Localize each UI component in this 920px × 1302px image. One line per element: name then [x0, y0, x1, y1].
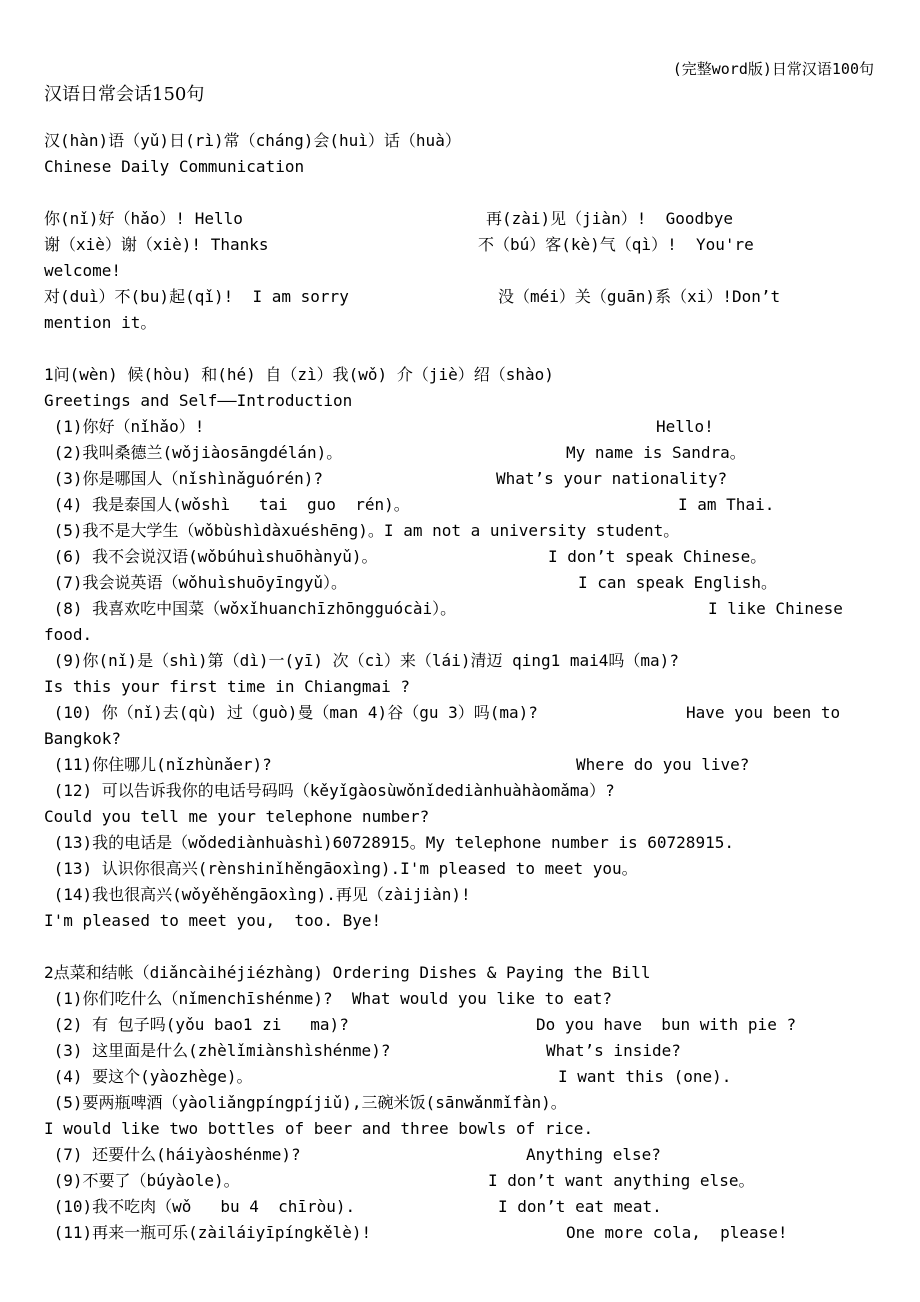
phrase-translation: I don’t eat meat.	[498, 1197, 662, 1216]
phrase-line: (1)你好（nǐhǎo）!	[44, 417, 205, 436]
phrase-line: Bangkok?	[44, 729, 122, 748]
phrase-line: Could you tell me your telephone number?	[44, 807, 430, 826]
basic-phrase-response: 不（bú）客(kè)气（qì）! You're	[478, 235, 754, 254]
section-heading: 1问(wèn) 候(hòu) 和(hé) 自（zì）我(wǒ) 介（jiè）绍（shào)	[44, 365, 554, 384]
phrase-line: (7)我会说英语（wǒhuìshuōyīngyǔ）。	[44, 573, 348, 592]
section-heading-english: Greetings and Self——Introduction	[44, 391, 353, 410]
phrase-line: (4) 我是泰国人(wǒshì tai guo rén)。	[44, 495, 410, 514]
phrase-translation: I can speak English。	[578, 573, 778, 592]
phrase-translation: Hello!	[656, 417, 714, 436]
phrase-line: I would like two bottles of beer and three bowls of rice.	[44, 1119, 594, 1138]
phrase-line: (2)我叫桑德兰(wǒjiàosāngdélán)。	[44, 443, 343, 462]
phrase-translation: What’s your nationality?	[496, 469, 728, 488]
basic-phrase: 对(duì）不(bu)起(qǐ)! I am sorry	[44, 287, 349, 306]
subtitle-english: Chinese Daily Communication	[44, 157, 305, 176]
phrase-line: (11)再来一瓶可乐(zàiláiyīpíngkělè)!	[44, 1223, 372, 1242]
phrase-line: food.	[44, 625, 93, 644]
phrase-line: I'm pleased to meet you, too. Bye!	[44, 911, 382, 930]
phrase-line: Is this your first time in Chiangmai ?	[44, 677, 411, 696]
phrase-line: (12) 可以告诉我你的电话号码吗（kěyǐgàosùwǒnǐdediànhuàhàomǎma）?	[44, 781, 615, 800]
phrase-translation: My name is Sandra。	[566, 443, 746, 462]
subtitle-chinese: 汉(hàn)语（yǔ)日(rì)常（cháng)会(huì）话（huà）	[44, 131, 461, 150]
basic-phrase: mention it。	[44, 313, 157, 332]
section-heading: 2点菜和结帐（diǎncàihéjiézhàng) Ordering Dishes & Paying the Bill	[44, 963, 651, 982]
phrase-line: (10) 你（nǐ)去(qù) 过（guò)曼（man 4)谷（gu 3）吗(ma)?	[44, 703, 538, 722]
phrase-line: (7) 还要什么(háiyàoshénme)?	[44, 1145, 301, 1164]
phrase-line: (9)不要了（búyàole)。	[44, 1171, 240, 1190]
phrase-line: (6) 我不会说汉语(wǒbúhuìshuōhànyǔ)。	[44, 547, 378, 566]
basic-phrase-response: 没（méi）关（guān)系（xi）!Don’t	[498, 287, 781, 306]
phrase-translation: Do you have bun with pie ?	[536, 1015, 797, 1034]
basic-phrase-response: 再(zài)见（jiàn）! Goodbye	[486, 209, 734, 228]
phrase-line: (4) 要这个(yàozhège)。	[44, 1067, 253, 1086]
phrase-line: (13)我的电话是（wǒdediànhuàshì)60728915。My telephone number is 60728915.	[44, 833, 734, 852]
phrase-line: (14)我也很高兴(wǒyěhěngāoxìng).再见（zàijiàn)!	[44, 885, 471, 904]
phrase-line: (5)要两瓶啤酒（yàoliǎngpíngpíjiǔ),三碗米饭(sānwǎnmǐfàn)。	[44, 1093, 567, 1112]
phrase-line: (11)你住哪儿(nǐzhùnǎer)?	[44, 755, 272, 774]
document-title: 汉语日常会话150句	[44, 84, 205, 105]
phrase-line: (8) 我喜欢吃中国菜（wǒxǐhuanchīzhōngguócài）。	[44, 599, 457, 618]
phrase-line: (3)你是哪国人（nǐshìnǎguórén)?	[44, 469, 324, 488]
phrase-line: (10)我不吃肉（wǒ bu 4 chīròu).	[44, 1197, 356, 1216]
phrase-line: (2) 有 包子吗(yǒu bao1 zi ma)?	[44, 1015, 349, 1034]
basic-phrase: 你(nǐ)好（hǎo）! Hello	[44, 209, 243, 228]
phrase-translation: I like Chinese	[708, 599, 843, 618]
phrase-translation: One more cola, please!	[566, 1223, 788, 1242]
basic-phrase: 谢（xiè）谢（xiè)! Thanks	[44, 235, 269, 254]
basic-phrase: welcome!	[44, 261, 122, 280]
phrase-line: (5)我不是大学生（wǒbùshìdàxuéshēng)。I am not a university student。	[44, 521, 680, 540]
phrase-translation: I am Thai.	[678, 495, 775, 514]
phrase-translation: I want this (one).	[558, 1067, 732, 1086]
phrase-line: (9)你(nǐ)是（shì)第（dì)一(yī) 次（cì）来（lái)清迈 qing1 mai4吗（ma)?	[44, 651, 679, 670]
phrase-translation: I don’t want anything else。	[488, 1171, 755, 1190]
phrase-translation: Have you been to	[686, 703, 841, 722]
phrase-translation: Where do you live?	[576, 755, 750, 774]
phrase-translation: What’s inside?	[546, 1041, 681, 1060]
phrase-line: (3) 这里面是什么(zhèlǐmiànshìshénme)?	[44, 1041, 391, 1060]
phrase-translation: Anything else?	[526, 1145, 661, 1164]
phrase-line: (1)你们吃什么（nǐmenchīshénme)? What would you like to eat?	[44, 989, 613, 1008]
page-header-title: (完整word版)日常汉语100句	[672, 60, 874, 78]
phrase-line: (13) 认识你很高兴(rènshinǐhěngāoxìng).I'm pleased to meet you。	[44, 859, 638, 878]
phrase-translation: I don’t speak Chinese。	[548, 547, 767, 566]
